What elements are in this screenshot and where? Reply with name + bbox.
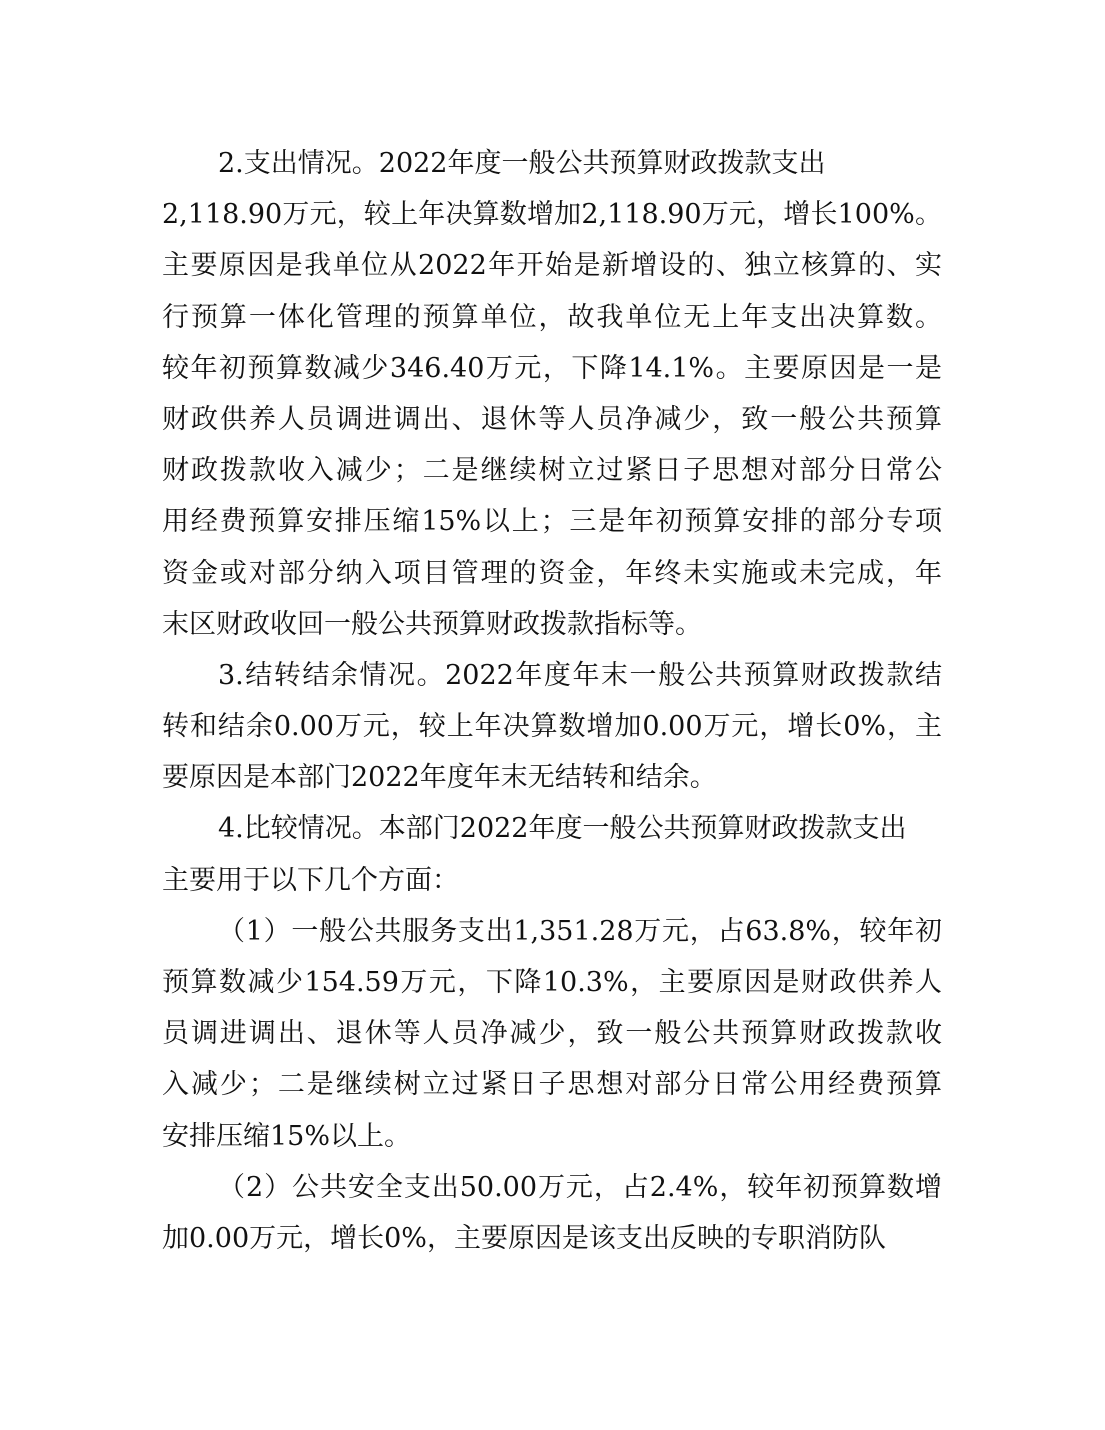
paragraph-2-line-10: 末区财政收回一般公共预算财政拨款指标等。 xyxy=(162,608,702,640)
paragraph-2-line-3: 主要原因是我单位从2022年开始是新增设的、独立核算的、实 xyxy=(162,250,942,282)
item-1-line-4: 入减少；二是继续树立过紧日子思想对部分日常公用经费预算 xyxy=(162,1069,942,1101)
paragraph-2-line-5: 较年初预算数减少346.40万元，下降14.1%。主要原因是一是 xyxy=(162,352,942,384)
item-1-line-3: 员调进调出、退休等人员净减少，致一般公共预算财政拨款收 xyxy=(162,1018,942,1050)
paragraph-2-line-2: 2,118.90万元，较上年决算数增加2,118.90万元，增长100%。 xyxy=(162,199,942,231)
item-1-line-2: 预算数减少154.59万元，下降10.3%，主要原因是财政供养人 xyxy=(162,967,942,998)
document-body xyxy=(162,138,942,1264)
paragraph-2-line-8: 用经费预算安排压缩15%以上；三是年初预算安排的部分专项 xyxy=(162,506,942,538)
paragraph-2-line-1: 2.支出情况。2022年度一般公共预算财政拨款支出 xyxy=(218,148,826,179)
paragraph-2-line-7: 财政拨款收入减少；二是继续树立过紧日子思想对部分日常公 xyxy=(162,455,942,487)
paragraph-3-line-3: 要原因是本部门2022年度年末无结转和结余。 xyxy=(162,762,717,794)
paragraph-3-line-1: 3.结转结余情况。2022年度年末一般公共预算财政拨款结 xyxy=(218,659,942,691)
item-2-line-1: （2）公共安全支出50.00万元，占2.4%，较年初预算数增 xyxy=(218,1171,942,1203)
item-2-line-2: 加0.00万元，增长0%，主要原因是该支出反映的专职消防队 xyxy=(162,1222,886,1254)
item-1-line-5: 安排压缩15%以上。 xyxy=(162,1120,412,1152)
paragraph-3-line-2: 转和结余0.00万元，较上年决算数增加0.00万元，增长0%，主 xyxy=(162,711,942,743)
paragraph-2-line-9: 资金或对部分纳入项目管理的资金，年终未实施或未完成，年 xyxy=(162,557,942,589)
paragraph-4-line-1: 4.比较情况。本部门2022年度一般公共预算财政拨款支出 xyxy=(218,813,907,845)
paragraph-4-line-2: 主要用于以下几个方面： xyxy=(162,864,459,896)
paragraph-2-line-6: 财政供养人员调进调出、退休等人员净减少，致一般公共预算 xyxy=(162,403,942,435)
item-1-line-1: （1）一般公共服务支出1,351.28万元，占63.8%，较年初 xyxy=(218,915,942,947)
paragraph-2-line-4: 行预算一体化管理的预算单位，故我单位无上年支出决算数。 xyxy=(162,301,942,333)
